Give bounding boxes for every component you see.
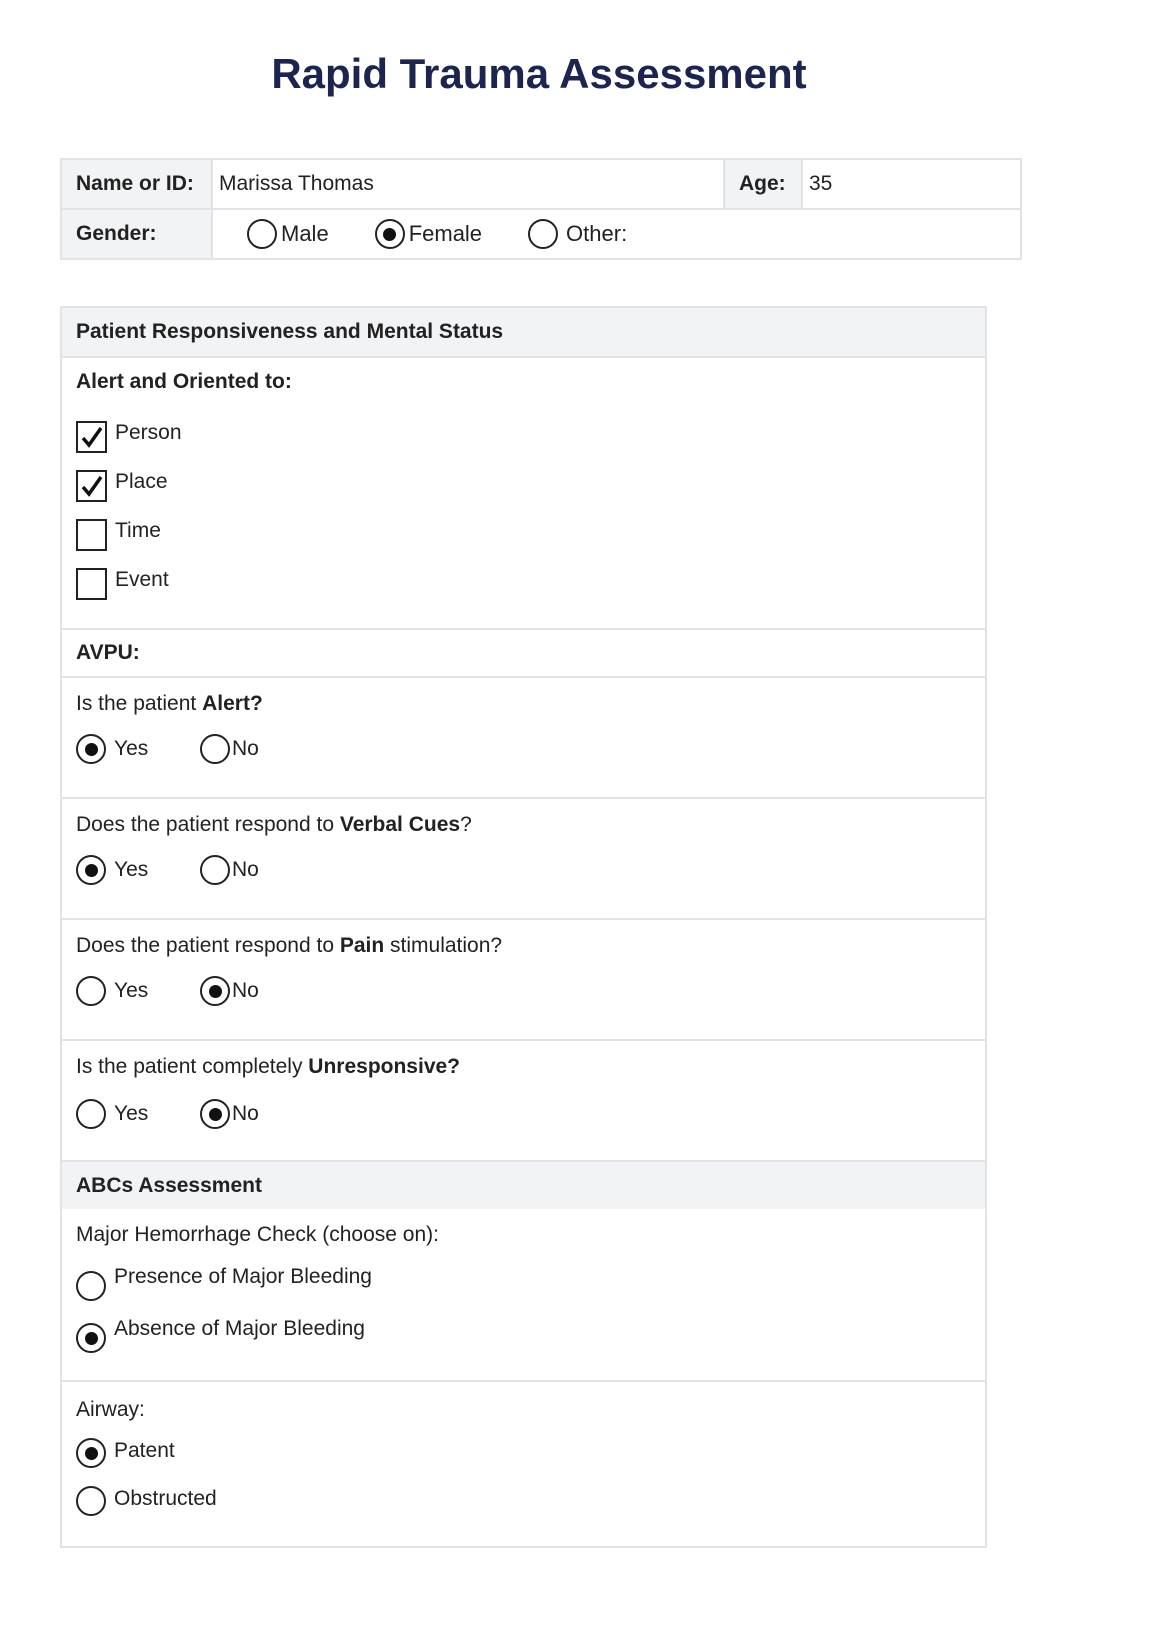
radio-yes-pain[interactable] — [76, 976, 106, 1006]
avpu-question-verbal — [62, 797, 985, 918]
page-title: Rapid Trauma Assessment — [271, 50, 807, 97]
radio-airway-patent[interactable] — [76, 1438, 106, 1468]
name-label: Name or ID: — [62, 160, 213, 208]
label-yes-unresponsive: Yes — [114, 1102, 149, 1125]
question-verbal-post: ? — [460, 813, 472, 836]
gender-radio-other[interactable] — [528, 219, 558, 249]
hemorrhage-option-presence[interactable] — [76, 1265, 985, 1301]
airway-label: Airway: — [76, 1398, 145, 1421]
question-unresponsive-bold: Unresponsive? — [308, 1055, 461, 1078]
gender-radio-male[interactable] — [247, 219, 277, 249]
patient-info-table — [60, 158, 1022, 260]
answer-no-unresponsive[interactable] — [200, 1099, 259, 1129]
info-row-name-age — [62, 160, 1020, 208]
radio-no-pain[interactable] — [200, 976, 230, 1006]
oriented-item-place[interactable] — [76, 461, 985, 510]
hemorrhage-block — [62, 1209, 985, 1380]
answer-row-unresponsive — [76, 1099, 985, 1129]
question-alert-pre: Is the patient — [76, 692, 203, 715]
label-no-unresponsive: No — [232, 1102, 259, 1125]
checkbox-person[interactable] — [76, 421, 107, 453]
hemorrhage-label: Major Hemorrhage Check (choose on): — [76, 1223, 439, 1246]
gender-option-other[interactable] — [528, 219, 627, 249]
answer-yes-verbal[interactable] — [76, 855, 200, 885]
name-field[interactable]: Marissa Thomas — [213, 160, 725, 208]
avpu-question-unresponsive — [62, 1039, 985, 1160]
gender-label-male: Male — [281, 221, 329, 246]
gender-option-male[interactable] — [247, 219, 329, 249]
avpu-question-pain — [62, 918, 985, 1039]
checkmark-icon — [80, 425, 104, 449]
avpu-block — [62, 628, 985, 676]
gender-label-female: Female — [408, 221, 483, 246]
radio-no-alert[interactable] — [200, 734, 230, 764]
answer-no-alert[interactable] — [200, 734, 259, 764]
avpu-label: AVPU: — [76, 641, 140, 664]
info-row-gender — [62, 208, 1020, 258]
question-pain-bold: Pain — [339, 934, 385, 957]
radio-yes-alert[interactable] — [76, 734, 106, 764]
answer-yes-pain[interactable] — [76, 976, 200, 1006]
label-absence-bleeding: Absence of Major Bleeding — [114, 1317, 365, 1340]
age-field[interactable]: 35 — [809, 172, 833, 195]
airway-block — [62, 1380, 985, 1546]
label-no-verbal: No — [232, 858, 259, 881]
checkbox-time[interactable] — [76, 519, 107, 551]
answer-yes-alert[interactable] — [76, 734, 200, 764]
answer-row-pain — [76, 976, 985, 1006]
gender-label-other: Other: — [566, 221, 628, 246]
answer-no-pain[interactable] — [200, 976, 259, 1006]
radio-yes-unresponsive[interactable] — [76, 1099, 106, 1129]
question-verbal-pre: Does the patient respond to — [76, 813, 340, 836]
question-verbal-text — [76, 813, 985, 837]
radio-no-unresponsive[interactable] — [200, 1099, 230, 1129]
oriented-label-event: Event — [115, 567, 169, 591]
label-yes-pain: Yes — [114, 979, 149, 1002]
oriented-item-person[interactable] — [76, 412, 985, 461]
oriented-item-time[interactable] — [76, 510, 985, 559]
question-unresponsive-text — [76, 1055, 985, 1079]
question-alert-text — [76, 692, 985, 716]
label-yes-verbal: Yes — [114, 858, 149, 881]
age-label: Age: — [725, 160, 803, 208]
answer-row-alert — [76, 734, 985, 764]
radio-no-verbal[interactable] — [200, 855, 230, 885]
assessment-form — [60, 306, 987, 1548]
section-heading-abcs: ABCs Assessment — [62, 1160, 985, 1209]
oriented-label-person: Person — [115, 420, 182, 444]
radio-absence-bleeding[interactable] — [76, 1323, 106, 1353]
avpu-question-alert — [62, 676, 985, 797]
answer-row-verbal — [76, 855, 985, 885]
question-verbal-bold: Verbal Cues — [339, 813, 461, 836]
checkbox-event[interactable] — [76, 568, 107, 600]
checkbox-place[interactable] — [76, 470, 107, 502]
question-alert-bold: Alert? — [202, 692, 263, 715]
gender-options — [213, 210, 1020, 258]
question-pain-post: stimulation? — [384, 934, 503, 957]
section-heading-mental-status: Patient Responsiveness and Mental Status — [62, 308, 985, 356]
label-presence-bleeding: Presence of Major Bleeding — [114, 1265, 372, 1288]
gender-option-female[interactable] — [375, 219, 482, 249]
radio-yes-verbal[interactable] — [76, 855, 106, 885]
oriented-list — [76, 412, 985, 608]
oriented-block — [62, 356, 985, 628]
question-pain-text — [76, 934, 985, 958]
answer-no-verbal[interactable] — [200, 855, 259, 885]
label-no-alert: No — [232, 737, 259, 760]
label-yes-alert: Yes — [114, 737, 149, 760]
gender-label: Gender: — [62, 210, 213, 258]
checkmark-icon — [80, 474, 104, 498]
hemorrhage-option-absence[interactable] — [76, 1317, 985, 1353]
oriented-label-place: Place — [115, 469, 168, 493]
question-pain-pre: Does the patient respond to — [76, 934, 340, 957]
label-no-pain: No — [232, 979, 259, 1002]
airway-option-obstructed[interactable] — [76, 1486, 985, 1516]
airway-option-patent[interactable] — [76, 1438, 985, 1468]
question-unresponsive-pre: Is the patient completely — [76, 1055, 309, 1078]
label-airway-patent: Patent — [114, 1439, 175, 1462]
oriented-label: Alert and Oriented to: — [76, 370, 292, 393]
radio-airway-obstructed[interactable] — [76, 1486, 106, 1516]
answer-yes-unresponsive[interactable] — [76, 1099, 200, 1129]
radio-presence-bleeding[interactable] — [76, 1271, 106, 1301]
oriented-label-time: Time — [115, 518, 161, 542]
oriented-item-event[interactable] — [76, 559, 985, 608]
label-airway-obstructed: Obstructed — [114, 1487, 217, 1510]
gender-radio-female[interactable] — [375, 219, 405, 249]
